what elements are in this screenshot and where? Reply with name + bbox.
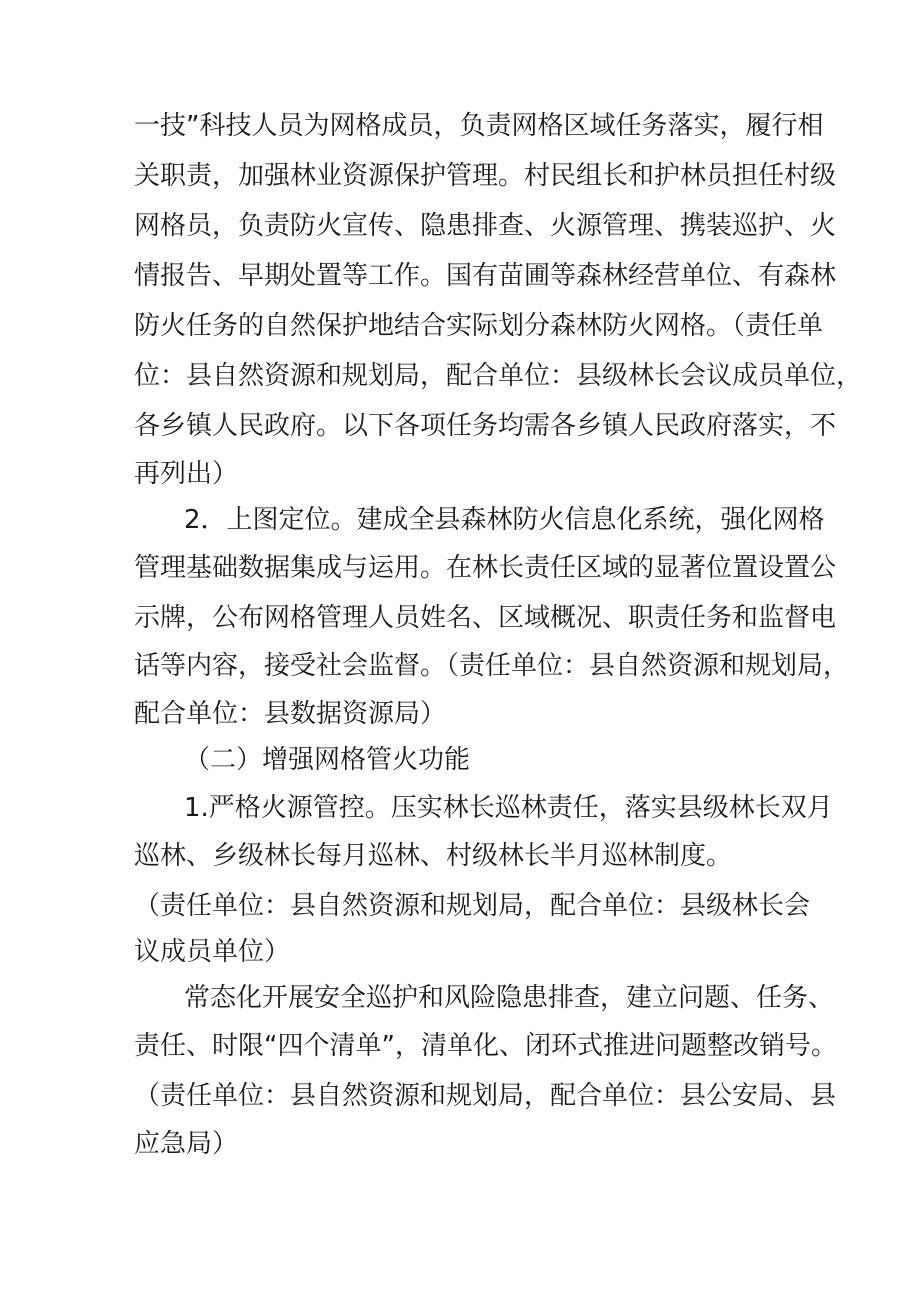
text-line: 管理基础数据集成与运用。在林长责任区域的显著位置设置公 xyxy=(134,553,837,583)
section-heading: （二）增强网格管火功能 xyxy=(184,745,471,775)
text-line: 再列出） xyxy=(134,459,239,489)
text-line: 应急局） xyxy=(134,1129,239,1159)
text-line: 示牌，公布网格管理人员姓名、区域概况、职责任务和监督电 xyxy=(134,603,837,633)
text-line: 议成员单位） xyxy=(134,937,291,967)
text-line: 关职责，加强林业资源保护管理。村民组长和护林员担任村级 xyxy=(134,161,837,191)
text-line: 防火任务的自然保护地结合实际划分森林防火网格。（责任单 xyxy=(134,311,824,341)
text-line: 话等内容，接受社会监督。（责任单位：县自然资源和规划局， xyxy=(134,651,850,681)
text-line: （责任单位：县自然资源和规划局，配合单位：县级林长会 xyxy=(134,891,811,921)
paragraph-heading-line: 1.严格火源管控。压实林长巡林责任，落实县级林长双月 xyxy=(184,793,833,823)
paragraph-heading-line: 2．上图定位。建成全县森林防火信息化系统，强化网格 xyxy=(184,505,825,535)
text-line: 巡林、乡级林长每月巡林、村级林长半月巡林制度。 xyxy=(134,841,733,871)
text-line: 一技”科技人员为网格成员，负责网格区域任务落实，履行相 xyxy=(134,111,824,141)
text-line: 位：县自然资源和规划局，配合单位：县级林长会议成员单位， xyxy=(134,361,863,391)
text-line: 网格员，负责防火宣传、隐患排查、火源管理、携装巡护、火 xyxy=(134,211,837,241)
text-line: （责任单位：县自然资源和规划局，配合单位：县公安局、县 xyxy=(134,1081,837,1111)
text-line: 配合单位：县数据资源局） xyxy=(134,699,447,729)
paragraph-start-line: 常态化开展安全巡护和风险隐患排查，建立问题、任务、 xyxy=(184,983,835,1013)
text-line: 情报告、早期处置等工作。国有苗圃等森林经营单位、有森林 xyxy=(134,261,837,291)
text-line: 各乡镇人民政府。以下各项任务均需各乡镇人民政府落实，不 xyxy=(134,411,837,441)
text-line: 责任、时限“四个清单”，清单化、闭环式推进问题整改销号。 xyxy=(134,1031,837,1061)
